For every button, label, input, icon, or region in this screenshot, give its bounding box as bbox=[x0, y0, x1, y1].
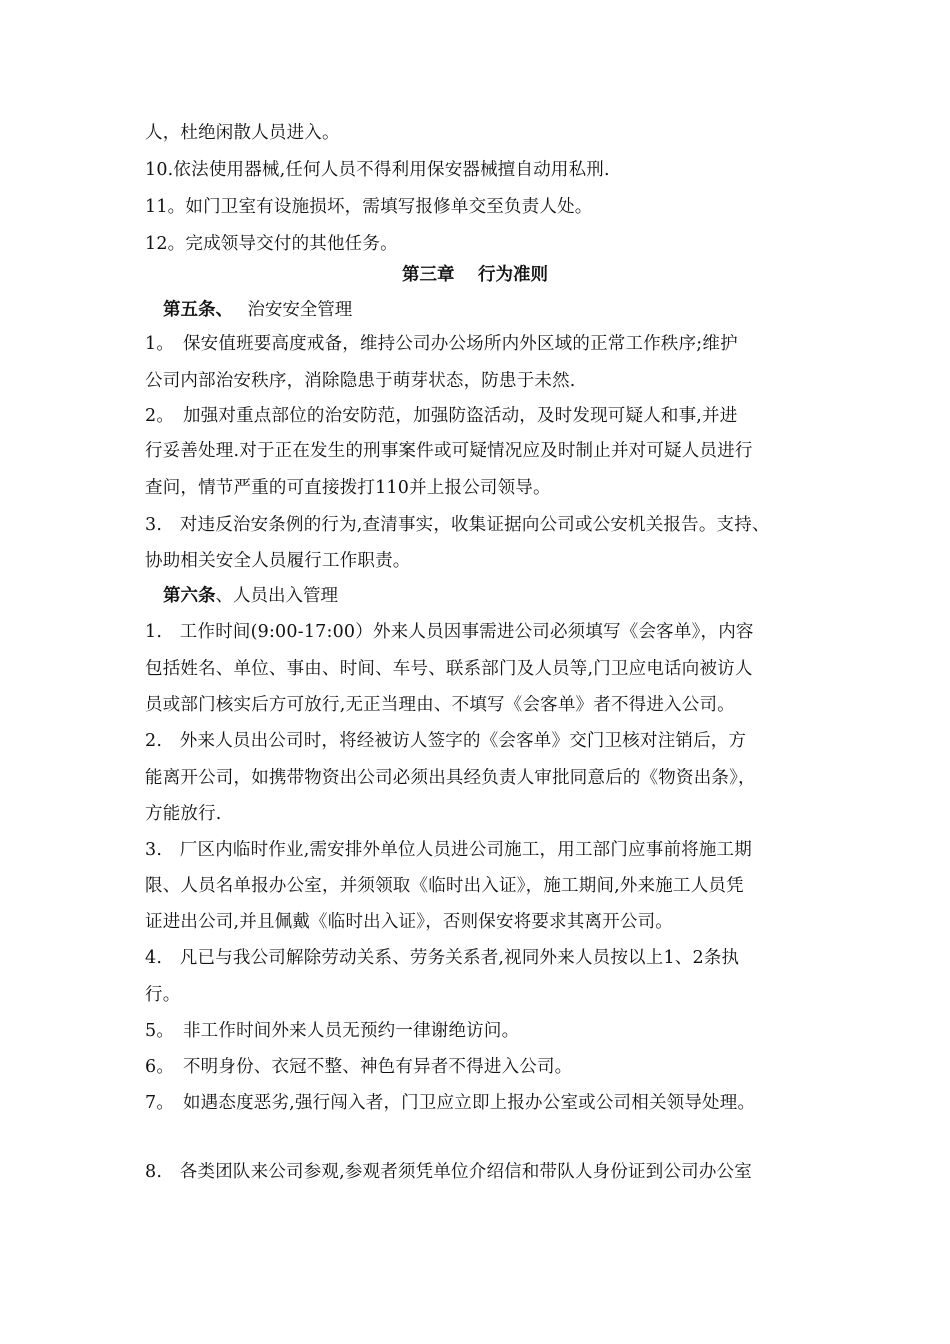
text-line: 12。完成领导交付的其他任务。 bbox=[145, 234, 398, 254]
text-line: 5。 非工作时间外来人员无预约一律谢绝访问。 bbox=[145, 1021, 520, 1041]
text-line: 公司内部治安秩序，消除隐患于萌芽状态，防患于未然. bbox=[145, 371, 576, 391]
text-line: 3. 对违反治安条例的行为,查清事实，收集证据向公司或公安机关报告。支持、 bbox=[145, 515, 770, 535]
article-6-label: 第六条 bbox=[163, 586, 216, 606]
text-line: 7。 如遇态度恶劣,强行闯入者，门卫应立即上报办公室或公司相关领导处理。 bbox=[145, 1093, 756, 1113]
text-line: 4. 凡已与我公司解除劳动关系、劳务关系者,视同外来人员按以上1、2条执 bbox=[145, 948, 740, 968]
text-line: 证进出公司,并且佩戴《临时出入证》，否则保安将要求其离开公司。 bbox=[145, 912, 674, 932]
text-line: 协助相关安全人员履行工作职责。 bbox=[145, 551, 411, 571]
text-line: 限、人员名单报办公室，并须领取《临时出入证》，施工期间,外来施工人员凭 bbox=[145, 876, 744, 896]
article-6-heading bbox=[163, 584, 338, 608]
text-line: 10.依法使用器械,任何人员不得利用保安器械擅自动用私刑. bbox=[145, 160, 610, 180]
text-line: 包括姓名、单位、事由、时间、车号、联系部门及人员等,门卫应电话向被访人 bbox=[145, 659, 753, 679]
text-line: 查问，情节严重的可直接拨打110并上报公司领导。 bbox=[145, 478, 551, 498]
text-line: 行妥善处理.对于正在发生的刑事案件或可疑情况应及时制止并对可疑人员进行 bbox=[145, 441, 753, 461]
text-line: 3. 厂区内临时作业,需安排外单位人员进公司施工，用工部门应事前将施工期 bbox=[145, 840, 752, 860]
text-line: 2。 加强对重点部位的治安防范，加强防盗活动，及时发现可疑人和事,并进 bbox=[145, 406, 738, 426]
text-line: 方能放行. bbox=[145, 804, 222, 824]
text-line: 8. 各类团队来公司参观,参观者须凭单位介绍信和带队人身份证到公司办公室 bbox=[145, 1162, 752, 1182]
text-line: 1. 工作时间(9:00-17:00）外来人员因事需进公司必须填写《会客单》，内容 bbox=[145, 622, 754, 642]
text-line: 1。 保安值班要高度戒备，维持公司办公场所内外区域的正常工作秩序;维护 bbox=[145, 334, 738, 354]
article-5-heading bbox=[163, 298, 352, 322]
article-6-title: 、人员出入管理 bbox=[215, 586, 338, 606]
chapter-title: 第三章 行为准则 bbox=[401, 265, 549, 285]
text-line: 能离开公司，如携带物资出公司必须出具经负责人审批同意后的《物资出条》， bbox=[145, 768, 756, 788]
text-line: 员或部门核实后方可放行,无正当理由、不填写《会客单》者不得进入公司。 bbox=[145, 695, 735, 715]
text-line: 行。 bbox=[145, 985, 181, 1005]
article-5-title: 治安安全管理 bbox=[224, 300, 353, 320]
text-line: 6。 不明身份、衣冠不整、神色有异者不得进入公司。 bbox=[145, 1057, 573, 1077]
text-line: 11。如门卫室有设施损坏，需填写报修单交至负责人处。 bbox=[145, 197, 593, 217]
article-5-label: 第五条、 bbox=[163, 300, 225, 320]
text-line: 人，杜绝闲散人员进入。 bbox=[145, 123, 340, 143]
text-line: 2. 外来人员出公司时，将经被访人签字的《会客单》交门卫核对注销后，方 bbox=[145, 731, 747, 751]
